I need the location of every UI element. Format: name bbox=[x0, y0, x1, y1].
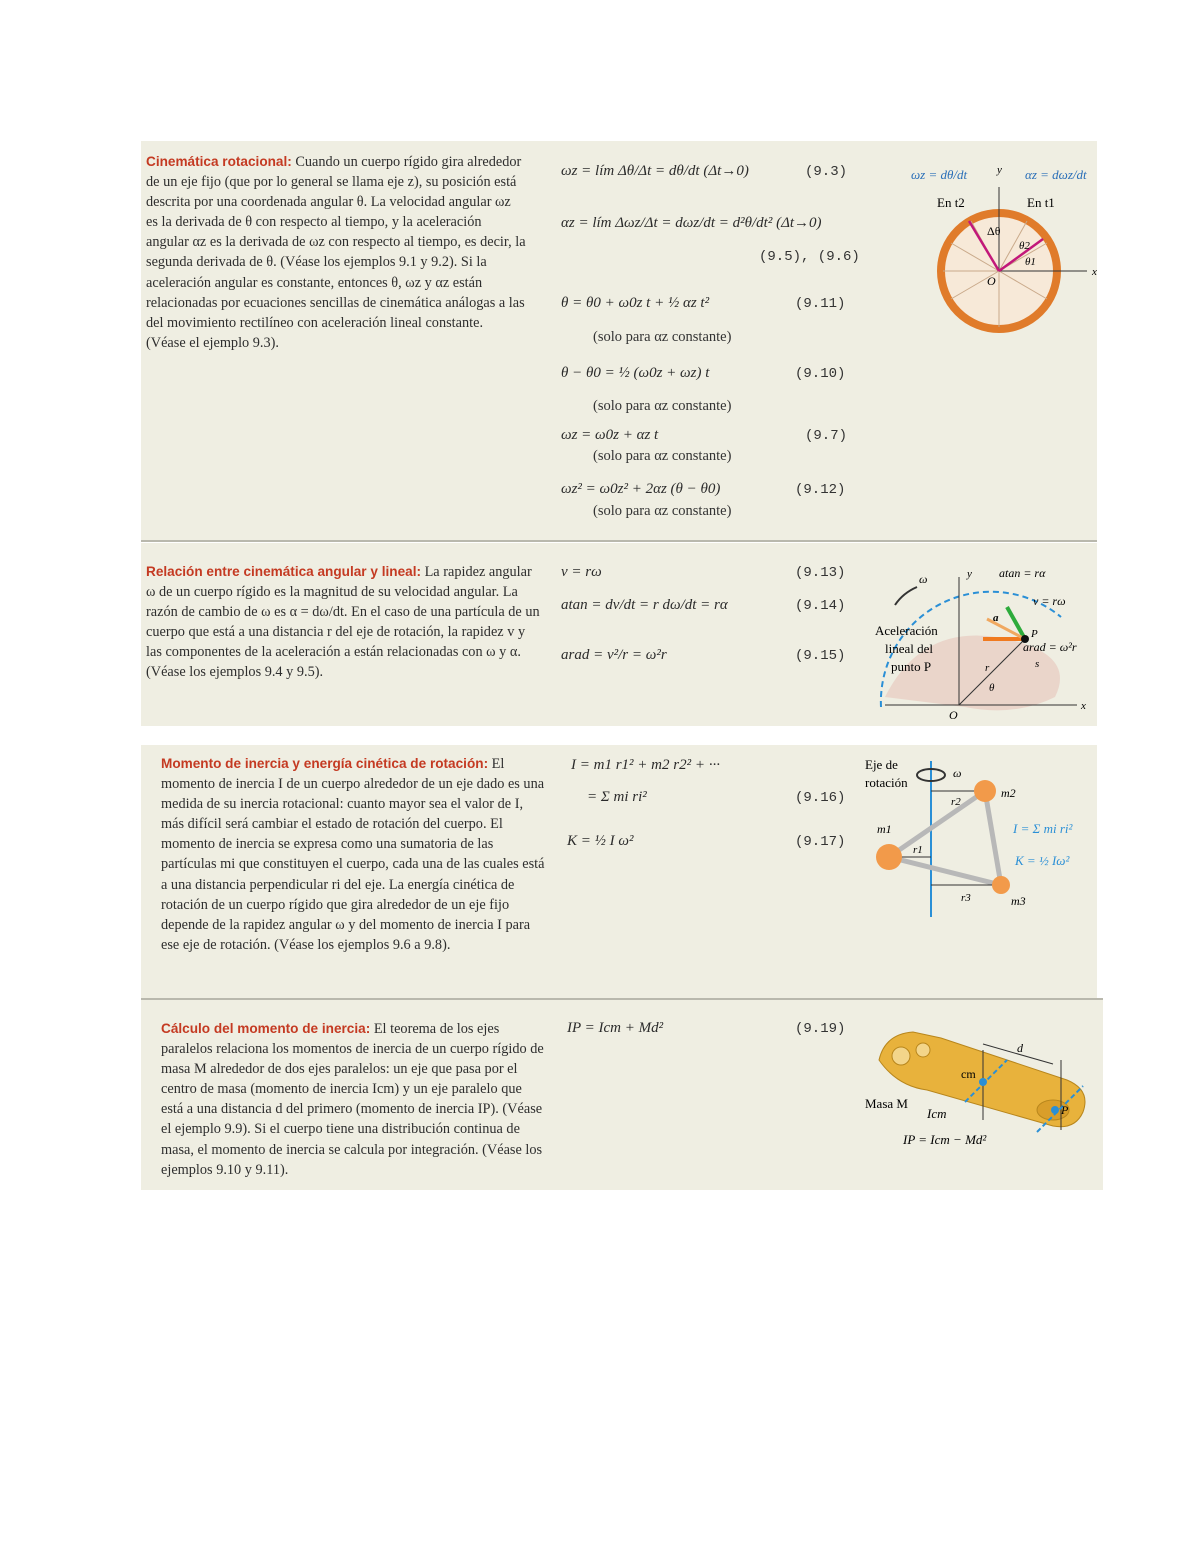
cm-label: cm bbox=[961, 1067, 976, 1081]
y-axis-label: y bbox=[967, 568, 972, 580]
a-vector-label: a bbox=[993, 612, 999, 624]
alpha-label: αz = dωz/dt bbox=[1025, 167, 1087, 182]
equation-9-17: K = ½ I ω² bbox=[567, 833, 634, 849]
section-rotational-kinematics bbox=[141, 141, 1097, 541]
equation-number: (9.19) bbox=[795, 1021, 846, 1037]
equation-number: (9.11) bbox=[795, 296, 846, 312]
section-heading: Relación entre cinemática angular y lineal: bbox=[146, 564, 421, 579]
equation-9-3: ωz = lím Δθ/Δt = dθ/dt (Δt→0) bbox=[561, 163, 749, 179]
delta-theta-label: Δθ bbox=[987, 224, 1001, 238]
particle-system-figure bbox=[861, 753, 1097, 923]
origin-label: O bbox=[987, 274, 996, 288]
equation-number: (9.13) bbox=[795, 565, 846, 581]
icm-label: Icm bbox=[927, 1106, 947, 1121]
equation-number: (9.17) bbox=[795, 834, 846, 850]
d-label: d bbox=[1017, 1041, 1023, 1055]
x-axis-label: x bbox=[1081, 700, 1086, 712]
atan-label: atan = rα bbox=[999, 566, 1046, 580]
m1-label: m1 bbox=[877, 822, 892, 836]
section-text bbox=[161, 754, 546, 955]
equation-9-13: v = rω bbox=[561, 564, 602, 580]
p-label: P bbox=[1031, 628, 1038, 640]
theta1-label: θ1 bbox=[1025, 256, 1036, 268]
particle-acceleration-figure bbox=[865, 557, 1097, 726]
mass-label: Masa M bbox=[865, 1096, 908, 1111]
omega-label: ω bbox=[953, 766, 962, 780]
equation-number: (9.7) bbox=[805, 428, 848, 444]
axis-label-2: rotación bbox=[865, 775, 908, 790]
section-divider bbox=[141, 540, 1097, 542]
v-label: v = rω bbox=[1033, 594, 1066, 608]
origin-label: O bbox=[949, 708, 958, 722]
equation-number: (9.16) bbox=[795, 790, 846, 806]
equation-9-5-9-6: αz = lím Δωz/Δt = dωz/dt = d²θ/dt² (Δt→0) bbox=[561, 215, 822, 231]
equation-9-10: θ − θ0 = ½ (ω0z + ωz) t bbox=[561, 365, 710, 381]
mass-m2 bbox=[974, 780, 996, 802]
section-text bbox=[146, 152, 526, 353]
section-heading: Cinemática rotacional: bbox=[146, 154, 292, 169]
omega-arrow bbox=[895, 587, 917, 605]
cm-point bbox=[979, 1078, 987, 1086]
section-body: Cuando un cuerpo rígido gira alrededor de un eje fijo (que por lo general se llama eje z), su posición está descrita por una coordenada angular θ. La velocidad angular ωz es la derivada de θ con respecto al tiempo, y la aceleración angular αz es la derivada de ωz con respecto al tiempo, es decir, la segunda derivada de θ. (Véase los ejemplos 9.1 y 9.2). Si la aceleración angular es constante, entonces θ, ωz y αz están relacionadas por ecuaciones sencillas de cinemática análogas a las del movimiento rectilíneo con aceleración lineal constante. (Véase el ejemplo 9.3). bbox=[146, 154, 526, 351]
s-label: s bbox=[1035, 658, 1040, 670]
equation-inertia-sum: I = m1 r1² + m2 r2² + ··· bbox=[571, 757, 720, 773]
omega-label: ωz = dθ/dt bbox=[911, 167, 968, 182]
hole-left bbox=[892, 1047, 910, 1065]
rotating-wheel-figure bbox=[901, 149, 1097, 337]
p-point bbox=[1051, 1106, 1059, 1114]
equation-9-16: = Σ mi ri² bbox=[587, 789, 647, 805]
t1-label: En t1 bbox=[1027, 195, 1055, 210]
t2-label: En t2 bbox=[937, 195, 965, 210]
section-text bbox=[146, 562, 542, 683]
arad-label: arad = ω²r bbox=[1023, 640, 1077, 654]
mass-m3 bbox=[992, 876, 1010, 894]
theta-label: θ bbox=[989, 682, 995, 694]
y-axis-label: y bbox=[997, 164, 1002, 176]
r-label: r bbox=[985, 662, 990, 674]
equation-note: (solo para αz constante) bbox=[593, 398, 732, 414]
r2-label: r2 bbox=[951, 796, 961, 808]
equation-number: (9.15) bbox=[795, 648, 846, 664]
equation-note: (solo para αz constante) bbox=[593, 329, 732, 345]
equation-number: (9.10) bbox=[795, 366, 846, 382]
r1-label: r1 bbox=[913, 844, 923, 856]
equation-9-12: ωz² = ω0z² + 2αz (θ − θ0) bbox=[561, 481, 721, 497]
equation-number: (9.3) bbox=[805, 164, 848, 180]
section-body: La rapidez angular ω de un cuerpo rígido es la magnitud de su velocidad angular. La razón de cambio de ω es α = dω/dt. En el caso de una partícula de un cuerpo que está a una distancia r del eje de rotación, la rapidez v y las componentes de la aceleración a están relacionadas con ω y α. (Véase los ejemplos 9.4 y 9.5). bbox=[146, 564, 540, 681]
x-axis-label: x bbox=[1092, 266, 1097, 278]
section-moment-of-inertia bbox=[141, 745, 1097, 998]
section-inertia-calculation bbox=[141, 1000, 1103, 1190]
omega-label: ω bbox=[919, 572, 928, 586]
section-body: El teorema de los ejes paralelos relaciona los momentos de inercia de un cuerpo rígido de masa M alrededor de dos ejes paralelos: un eje que pasa por el centro de masa (momento de inercia Icm) y un eje paralelo que está a una distancia d del primero (momento de inercia IP). (Véase el ejemplo 9.9). Si el cuerpo tiene una distribución continua de masa, el momento de inercia se calcula por integración. (Véase los ejemplos 9.10 y 9.11). bbox=[161, 1021, 544, 1178]
theta2-label: θ2 bbox=[1019, 240, 1030, 252]
section-heading: Momento de inercia y energía cinética de rotación: bbox=[161, 756, 489, 771]
equation-9-19: IP = Icm + Md² bbox=[567, 1020, 664, 1036]
r3-label: r3 bbox=[961, 892, 971, 904]
caption-line-1: Aceleración bbox=[875, 623, 938, 638]
hole-left-2 bbox=[916, 1043, 930, 1057]
inertia-equation-label: I = Σ mi ri² bbox=[1013, 821, 1073, 836]
m3-label: m3 bbox=[1011, 894, 1026, 908]
equation-note: (solo para αz constante) bbox=[593, 503, 732, 519]
rigid-rods bbox=[889, 791, 1001, 885]
equation-number: (9.12) bbox=[795, 482, 846, 498]
section-angular-linear-relation bbox=[141, 543, 1097, 726]
parallel-axis-figure bbox=[857, 1010, 1103, 1182]
section-text bbox=[161, 1019, 546, 1180]
equation-9-15: arad = v²/r = ω²r bbox=[561, 647, 667, 663]
kinetic-energy-label: K = ½ Iω² bbox=[1015, 853, 1070, 868]
caption-line-3: punto P bbox=[891, 659, 932, 674]
equation-9-14: atan = dv/dt = r dω/dt = rα bbox=[561, 597, 728, 613]
equation-9-11: θ = θ0 + ω0z t + ½ αz t² bbox=[561, 295, 710, 311]
axis-label-1: Eje de bbox=[865, 757, 898, 772]
equation-number: (9.5), (9.6) bbox=[759, 249, 860, 265]
section-heading: Cálculo del momento de inercia: bbox=[161, 1021, 371, 1036]
equation-number: (9.14) bbox=[795, 598, 846, 614]
mass-m1 bbox=[876, 844, 902, 870]
equation-9-7: ωz = ω0z + αz t bbox=[561, 427, 659, 443]
section-body: El momento de inercia I de un cuerpo alrededor de un eje dado es una medida de su inercia rotacional: cuanto mayor sea el valor de I, más difícil será cambiar el estado de rotación del cuerpo. El momento de inercia se expresa como una sumatoria de las partículas mi que constituyen el cuerpo, cada una de las cuales está a una distancia perpendicular ri del eje. La energía cinética de rotación de un cuerpo rígido que gira alrededor de un eje fijo depende de la rapidez angular ω y del momento de inercia I para ese eje de rotación. (Véase los ejemplos 9.6 a 9.8). bbox=[161, 756, 545, 953]
p-label: P bbox=[1061, 1103, 1069, 1117]
m2-label: m2 bbox=[1001, 786, 1016, 800]
ip-equation-label: IP = Icm − Md² bbox=[903, 1132, 987, 1147]
equation-note: (solo para αz constante) bbox=[593, 448, 732, 464]
caption-line-2: lineal del bbox=[885, 641, 934, 656]
